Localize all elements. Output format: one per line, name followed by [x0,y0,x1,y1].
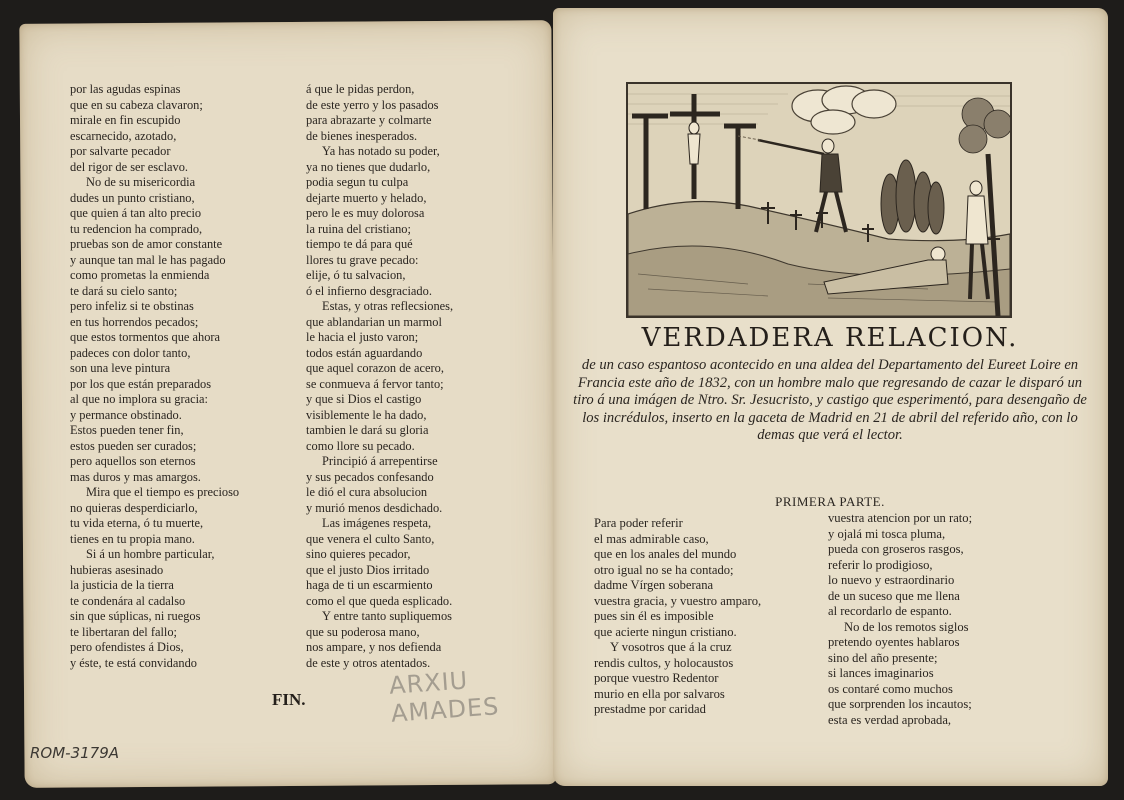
verse-line: como prometas la enmienda [70,268,210,282]
verse-line: la justicia de la tierra [70,578,174,592]
verse-line: Ya has notado su poder, [322,144,440,158]
verse-line: pero aquellos son eternos [70,454,196,468]
verse-line: tiempo te dá para qué [306,237,413,251]
verse-line: al recordarlo de espanto. [828,604,952,618]
verse-line: se conmueva á fervor tanto; [306,376,444,391]
right-column-2 [828,511,972,728]
verse-line: que el justo Dios irritado [306,562,430,577]
verse-line: de un suceso que me llena [828,588,960,603]
verse-line: porque vuestro Redentor [594,671,719,685]
verse-line: elije, ó tu salvacion, [306,268,406,282]
verse-line: No de los remotos siglos [844,619,969,634]
verse-line: hubieras asesinado [70,562,164,577]
verse-line: pero infeliz si te obstinas [70,299,194,313]
verse-line: visiblemente le ha dado, [306,407,427,422]
verse-line: si lances imaginarios [828,666,934,680]
verse-line: Principió á arrepentirse [322,454,438,468]
verse-line: como el que queda esplicado. [306,593,453,608]
verse-line: sin que súplicas, ni ruegos [70,609,201,623]
verse-line: el mas admirable caso, [594,531,709,546]
fin-mark: FIN. [272,690,306,709]
verse-line: te libertaran del fallo; [70,624,177,639]
verse-line: le dió el cura absolucion [306,485,428,499]
verse-line: que su poderosa mano, [306,624,420,639]
verse-line: tu vida eterna, ó tu muerte, [70,516,204,530]
verse-line: pero ofendistes á Dios, [70,640,184,654]
verse-line: Estos pueden tener fin, [70,423,184,437]
verse-line: que venera el culto Santo, [306,531,435,546]
verse-line: dudes un punto cristiano, [70,190,195,205]
right-column-1 [594,516,761,718]
verse-line: y éste, te está convidando [70,655,197,670]
verse-line: lo nuevo y estraordinario [828,573,955,587]
verse-line: dejarte muerto y helado, [306,190,427,205]
verse-line: te dará su cielo santo; [70,283,178,298]
verse-line: que quien á tan alto precio [70,206,202,220]
document-title: VERDADERA RELACION. [641,323,1019,353]
verse-line: de bienes inesperados. [306,128,418,143]
verse-line: para abrazarte y colmarte [306,113,432,127]
document-subtitle: de un caso espantoso acontecido en una aldea del Departamento del Eureet Loire en Francia este año de 1832, con un hombre malo que regresando de cazar le disparó un tiro á una imágen de Ntro. Sr. Jesucristo, y castigo que esperimentó, para desengaño de los incrédulos, inserto en la gaceta de Madrid en 21 de abril del referido año, con lo demas que verá el lector. [573,357,1087,444]
verse-line: y permance obstinado. [70,407,182,422]
stamp-line-1: ARXIU [388,666,470,700]
verse-line: Y entre tanto supliquemos [322,609,452,623]
part-heading: PRIMERA PARTE. [775,494,885,509]
verse-line: sino del año presente; [828,650,938,665]
shelfmark: ROM-3179A [30,744,120,762]
verse-line: de este y otros atentados. [306,655,431,670]
verse-line: y aunque tan mal le has pagado [70,252,226,267]
verse-line: pueda con groseros rasgos, [828,542,964,556]
verse-line: estos pueden ser curados; [70,438,197,453]
verse-line: te condenára al cadalso [70,593,186,608]
verse-line: llores tu grave pecado: [306,252,419,267]
verse-line: y que si Dios el castigo [306,392,422,406]
verse-line: que en los anales del mundo [594,547,737,561]
verse-line: Las imágenes respeta, [322,516,432,530]
verse-line: sino quieres pecador, [306,547,411,561]
verse-line: le hacia el justo varon; [306,330,419,344]
verse-line: murio en ella por salvaros [594,686,725,701]
verse-line: tienes en tu propia mano. [70,531,195,546]
verse-line: ó el infierno desgraciado. [306,283,432,298]
verse-line: pretendo oyentes hablaros [828,635,960,649]
verse-line: pruebas son de amor constante [70,237,223,251]
verse-line: tu redencion ha comprado, [70,221,203,236]
verse-line: Para poder referir [594,516,683,530]
verse-line: del rigor de ser esclavo. [70,159,189,174]
verse-line: vuestra gracia, y vuestro amparo, [594,593,762,608]
verse-line: Y vosotros que á la cruz [610,640,732,654]
stamp-line-2: AMADES [390,692,501,728]
verse-line: nos ampare, y nos defienda [306,640,442,654]
verse-line: en tus horrendos pecados; [70,314,199,329]
verse-line: pues sin él es imposible [594,609,714,623]
verse-line: prestadme por caridad [594,702,706,716]
verse-line: mirale en fin escupido [70,113,181,127]
verse-line: referir lo prodigioso, [828,557,933,572]
left-column-1 [70,82,239,671]
verse-line: os contaré como muchos [828,681,953,696]
verse-line: No de su misericordia [86,175,196,189]
verse-line: esta es verdad aprobada, [828,712,952,727]
verse-line: escarnecido, azotado, [70,128,177,143]
verse-line: que estos tormentos que ahora [70,330,221,344]
verse-line: son una leve pintura [70,361,171,375]
verse-line: rendis cultos, y holocaustos [594,655,734,670]
woodcut-scene-icon [628,84,1010,316]
verse-line: por los que están preparados [70,376,212,391]
verse-line: otro igual no se ha contado; [594,562,734,577]
verse-line: todos están aguardando [306,345,423,360]
verse-line: ya no tienes que dudarlo, [306,159,431,174]
verse-line: mas duros y mas amargos. [70,469,201,484]
verse-line: dadme Vírgen soberana [594,578,714,592]
verse-line: la ruina del cristiano; [306,221,411,236]
verse-line: pero le es muy dolorosa [306,206,425,220]
verse-line: al que no implora su gracia: [70,392,208,406]
verse-line: y sus pecados confesando [306,469,434,484]
verse-line: no quieras desperdiciarlo, [70,500,198,515]
verse-line: como llore su pecado. [306,438,415,453]
verse-line: podia segun tu culpa [306,175,409,189]
verse-line: que acierte ningun cristiano. [594,624,737,639]
verse-line: que en su cabeza clavaron; [70,97,203,112]
verse-line: por las agudas espinas [70,82,181,96]
verse-line: Estas, y otras reflecsiones, [322,299,454,313]
verse-line: Si á un hombre particular, [86,547,215,561]
archive-stamp [388,664,500,727]
verse-line: padeces con dolor tanto, [70,345,191,360]
left-column-2 [306,82,453,671]
verse-line: vuestra atencion por un rato; [828,511,973,525]
verse-line: á que le pidas perdon, [306,82,415,96]
verse-line: haga de ti un escarmiento [306,578,433,592]
verse-line: que aquel corazon de acero, [306,361,444,375]
verse-line: y murió menos desdichado. [306,500,443,515]
verse-line: por salvarte pecador [70,144,171,158]
verse-line: y ojalá mi tosca pluma, [828,526,946,541]
verse-line: que ablandarian un marmol [306,314,442,329]
verse-line: Mira que el tiempo es precioso [86,485,240,499]
woodcut-illustration [626,82,1012,318]
verse-line: tambien le dará su gloria [306,423,429,437]
verse-line: que sorprenden los incautos; [828,697,972,711]
verse-line: de este yerro y los pasados [306,97,439,112]
